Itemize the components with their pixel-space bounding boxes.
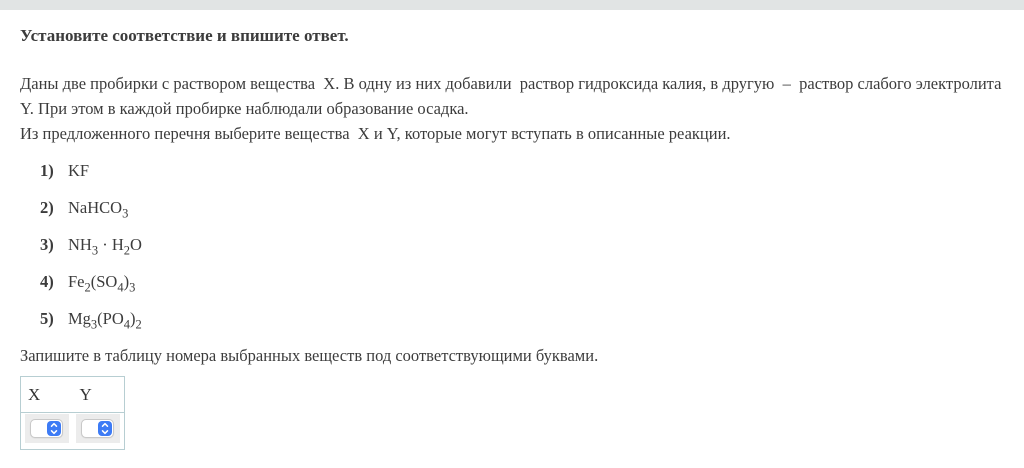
question-container	[0, 27, 1024, 450]
option-number: 5)	[40, 308, 54, 328]
column-header-y: Y	[73, 377, 125, 413]
option-item-3	[40, 226, 1004, 263]
chevron-up-down-icon	[101, 422, 109, 435]
column-header-x: X	[21, 377, 73, 413]
answer-cell-x	[21, 413, 73, 450]
answer-table-header-row	[21, 377, 125, 413]
answer-cell-y	[73, 413, 125, 450]
stepper-up-down-icon	[47, 421, 61, 436]
select-y[interactable]	[76, 414, 120, 443]
option-number: 1)	[40, 160, 54, 180]
option-item-5	[40, 300, 1004, 337]
question-intro: Даны две пробирки с раствором вещества X. В одну из них добавили раствор гидроксида калия, в другую – раствор слабого электролита Y. При этом в каждой пробирке наблюдали образование осадка.	[20, 74, 1006, 118]
stepper-up-down-icon	[98, 421, 112, 436]
select-y-value	[81, 419, 114, 438]
option-item-2	[40, 189, 1004, 226]
option-item-4	[40, 263, 1004, 300]
question-title: Установите соответствие и впишите ответ.	[20, 26, 349, 45]
select-x-value	[30, 419, 63, 438]
option-formula: $Fe_2(SO_4)_3$	[68, 271, 136, 294]
chevron-up-down-icon	[50, 422, 58, 435]
option-number: 3)	[40, 234, 54, 254]
answer-table	[20, 376, 125, 450]
answer-instruction: Запишите в таблицу номера выбранных веществ под соответствующими буквами.	[20, 346, 599, 365]
select-x[interactable]	[25, 414, 69, 443]
option-formula: KF	[68, 160, 90, 180]
options-list	[20, 152, 1004, 337]
option-formula: $NH_3 \cdot H_2O$	[68, 234, 142, 257]
option-formula: NaHCO$_3$	[68, 197, 129, 220]
option-number: 4)	[40, 271, 54, 291]
option-number: 2)	[40, 197, 54, 217]
top-bar	[0, 0, 1024, 10]
option-formula: $Mg_3(PO_4)_2$	[68, 308, 142, 331]
question-task: Из предложенного перечня выберите вещества X и Y, которые могут вступать в описанные реакции.	[20, 124, 731, 143]
answer-table-select-row	[21, 413, 125, 450]
option-item-1	[40, 152, 1004, 189]
